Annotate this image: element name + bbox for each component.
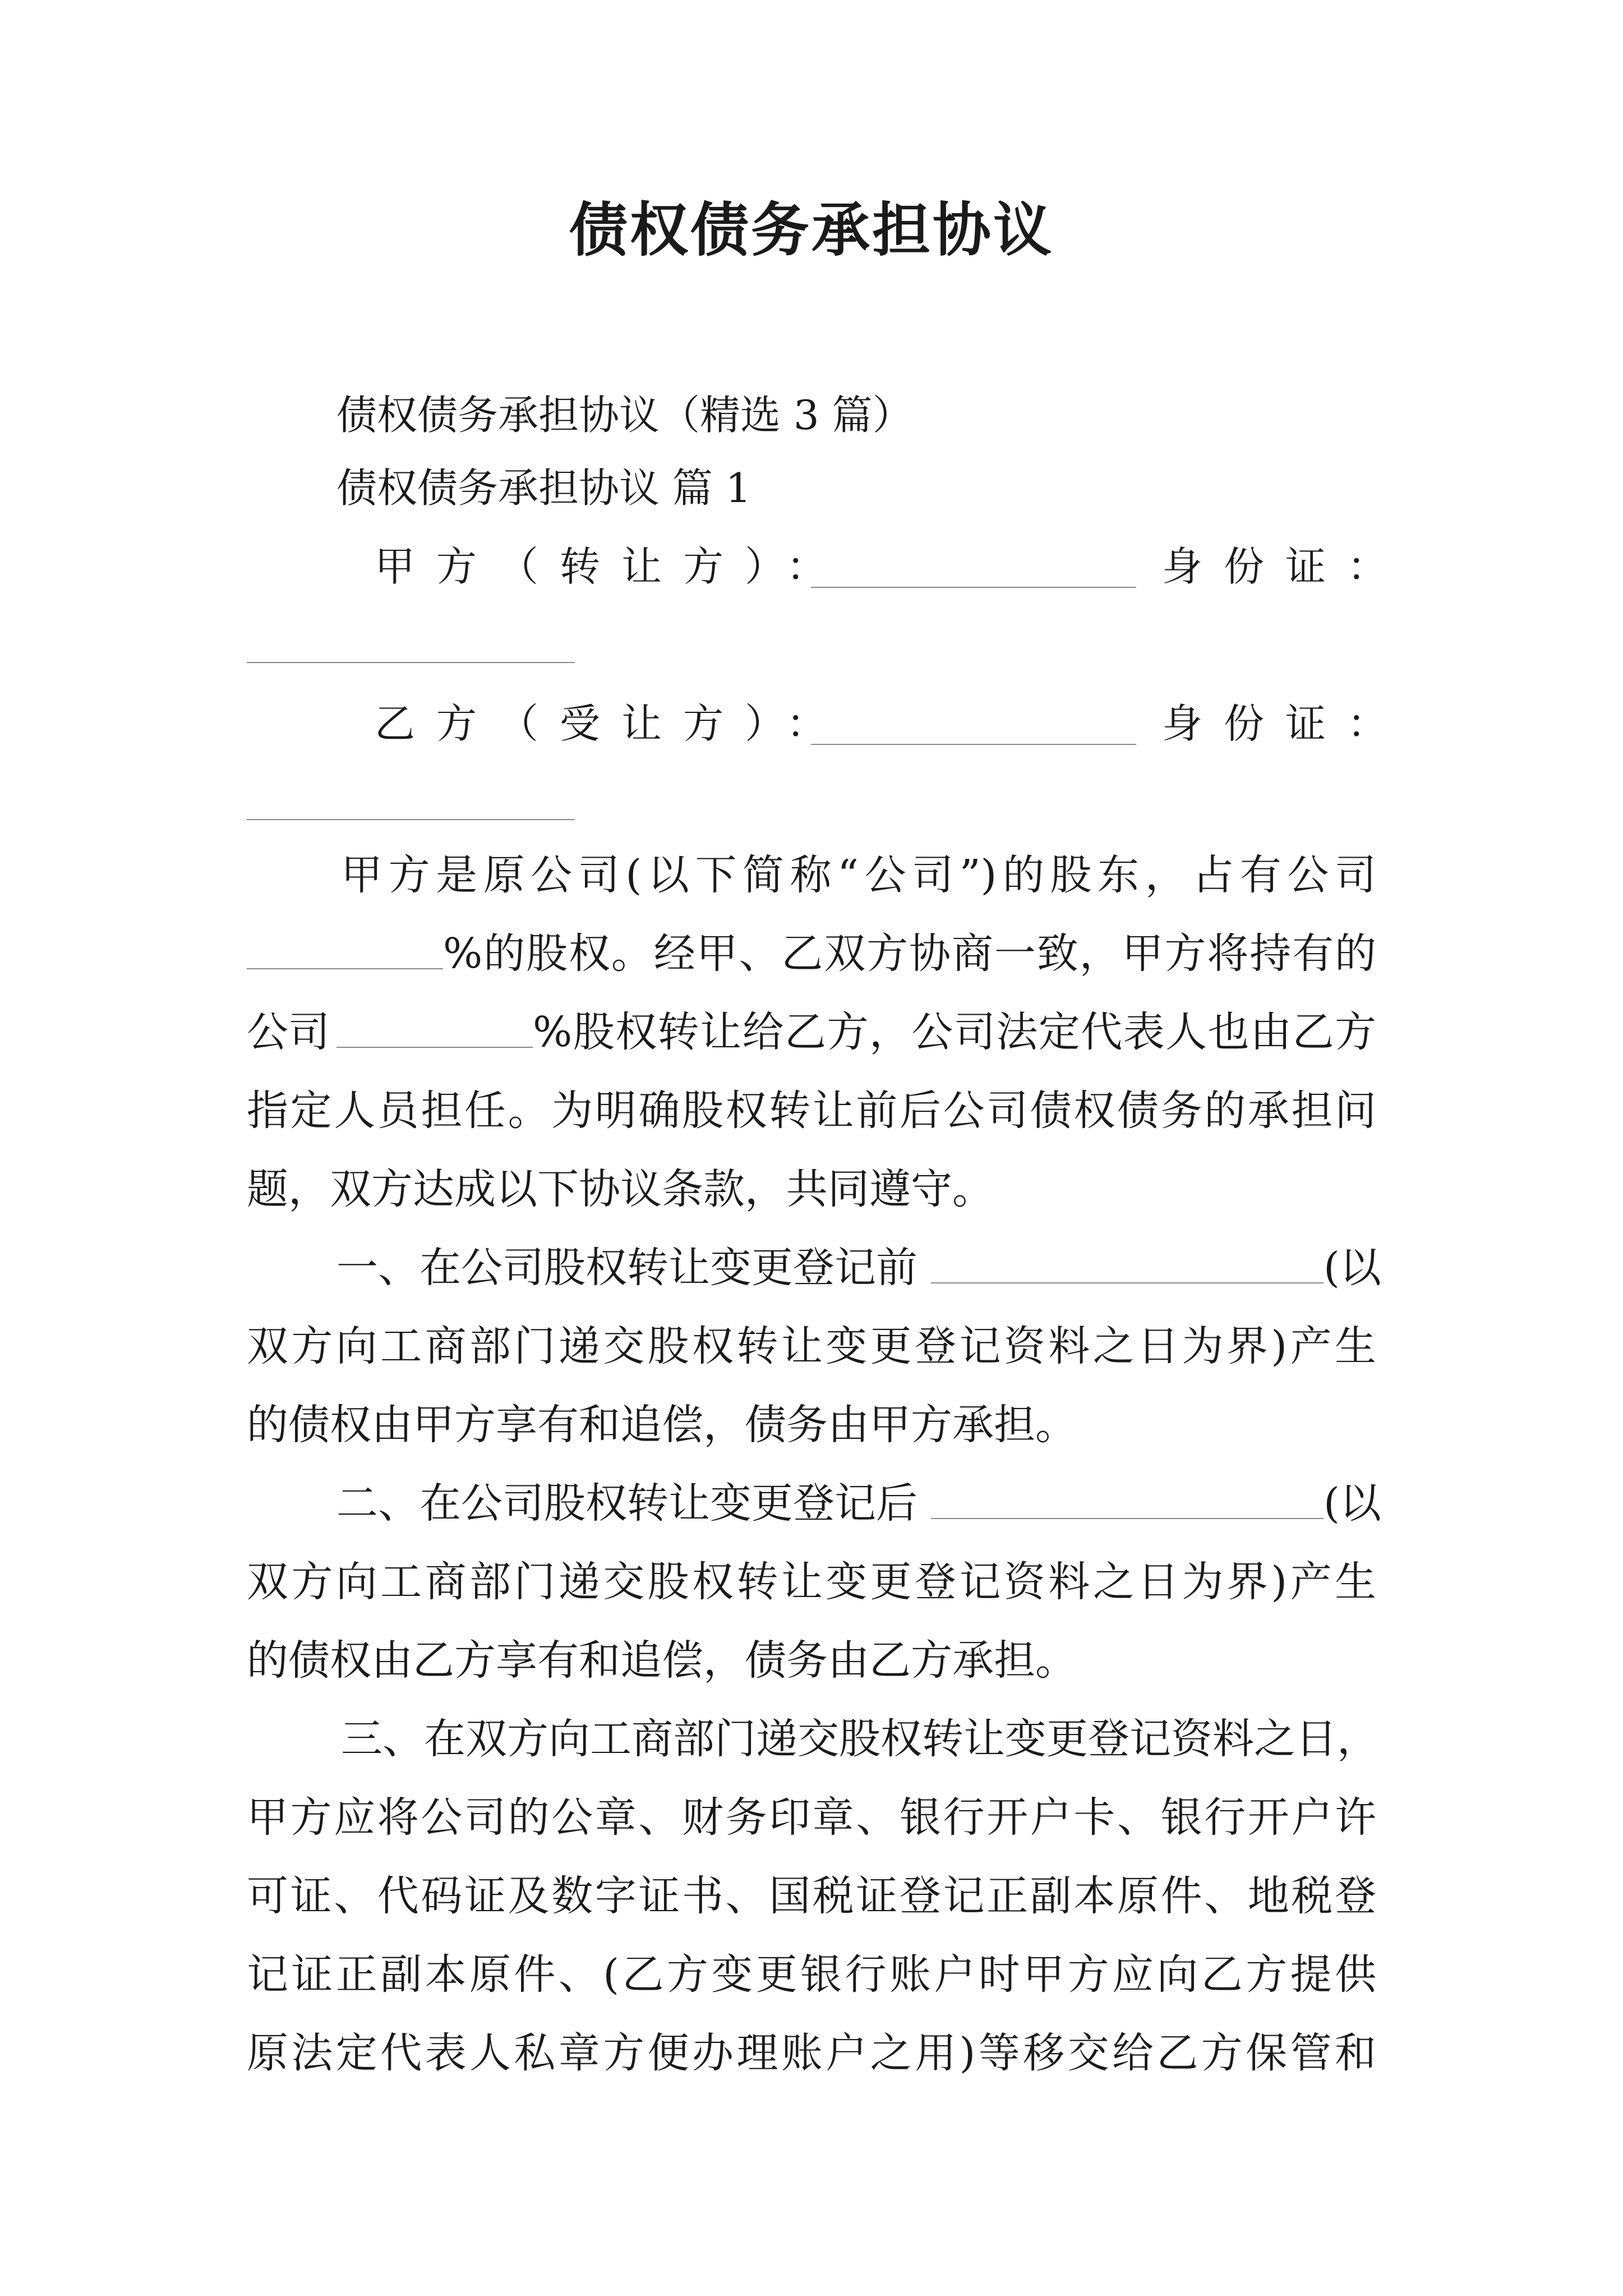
party-b-label: 乙方（受让方）： [375,700,849,747]
clause3-line-1: 三、在双方向工商部门递交股权转让变更登记资料之日， [341,1715,1378,1763]
party-b-name-blank [811,744,1136,745]
intro-line-3: %股权转让给乙方，公司法定代表人也由乙方 [533,1008,1376,1056]
clause1-line-1-tail: (以 [1324,1244,1381,1292]
document-subtitle: 债权债务承担协议（精选 3 篇） [336,392,913,439]
clause3-line-4: 记证正副本原件、(乙方变更银行账户时甲方应向乙方提供 [247,1950,1376,1999]
party-b-id-label: 身份证： [1162,700,1409,747]
clause3-line-2: 甲方应将公司的公章、财务印章、银行开户卡、银行开户许 [247,1793,1376,1842]
intro-line-5: 题，双方达成以下协议条款，共同遵守。 [247,1165,994,1213]
clause1-line-2: 双方向工商部门递交股权转让变更登记资料之日为界)产生 [247,1322,1376,1370]
section-heading: 债权债务承担协议 篇 1 [336,464,751,512]
clause3-line-3: 可证、代码证及数字证书、国税证登记正副本原件、地税登 [247,1872,1376,1920]
party-a-label: 甲方（转让方）： [375,543,849,590]
intro-line-2: %的股权。经甲、乙双方协商一致，甲方将持有的 [443,930,1376,978]
clause2-date-blank [931,1518,1324,1519]
clause3-line-5: 原法定代表人私章方便办理账户之用)等移交给乙方保管和 [247,2029,1376,2077]
intro-line-4: 指定人员担任。为明确股权转让前后公司债权债务的承担问 [247,1087,1376,1135]
party-a-id-label: 身份证： [1162,543,1409,590]
intro-line-1: 甲方是原公司(以下简称“公司”)的股东，占有公司 [341,851,1376,899]
share-percent-blank-2 [336,1047,533,1048]
clause1-line-3: 的债权由甲方享有和追偿，债务由甲方承担。 [247,1401,1077,1449]
clause2-line-1-tail: (以 [1324,1479,1381,1527]
clause1-date-blank [931,1282,1324,1283]
document-title: 债权债务承担协议 [569,195,1054,264]
clause2-line-2: 双方向工商部门递交股权转让变更登记资料之日为界)产生 [247,1558,1376,1606]
intro-line-3-prefix: 公司 [247,1008,330,1056]
clause2-line-3: 的债权由乙方享有和追偿，债务由乙方承担。 [247,1636,1077,1685]
party-a-name-blank [811,587,1136,588]
party-b-id-blank [247,819,575,820]
clause1-line-1: 一、在公司股权转让变更登记前 [336,1244,917,1292]
clause2-line-1: 二、在公司股权转让变更登记后 [336,1479,917,1527]
party-a-id-blank [247,662,575,663]
share-percent-blank-1 [247,968,443,969]
